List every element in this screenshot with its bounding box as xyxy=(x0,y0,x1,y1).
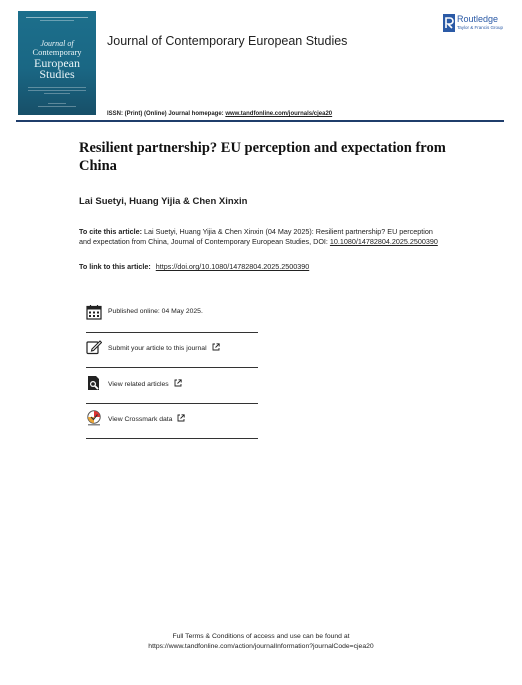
related-articles-item[interactable] xyxy=(86,375,258,409)
cover-title-line: European xyxy=(34,56,80,70)
external-link-icon xyxy=(177,414,185,422)
footer-terms-url[interactable]: https://www.tandfonline.com/action/journalInformation?journalCode=cjea20 xyxy=(148,642,374,650)
submit-article-link[interactable] xyxy=(108,343,220,352)
publisher-name: Routledge xyxy=(457,14,499,24)
published-online-item xyxy=(86,304,258,338)
journal-homepage-link[interactable]: www.tandfonline.com/journals/cjea20 xyxy=(225,111,333,117)
divider xyxy=(86,332,258,333)
publisher-group: Taylor & Francis Group xyxy=(457,25,504,30)
article-title: Resilient partnership? EU perception and expectation from China xyxy=(79,140,446,174)
crossmark-label: View Crossmark data xyxy=(108,416,173,423)
citation-text: Lai Suetyi, Huang Yijia & Chen Xinxin (04 May 2025): Resilient partnership? EU perception and expectation from China, Journal of Contemporary European Studies, DOI: xyxy=(79,227,433,246)
crossmark-item[interactable] xyxy=(86,410,258,444)
divider xyxy=(86,438,258,439)
related-articles-label: View related articles xyxy=(108,381,169,388)
cover-title-line: Journal of xyxy=(40,39,74,48)
citation-block xyxy=(79,227,439,246)
issn-line xyxy=(107,111,332,117)
article-doi-url[interactable]: https://doi.org/10.1080/14782804.2025.2500390 xyxy=(155,262,310,271)
external-link-icon xyxy=(174,379,182,387)
edit-icon xyxy=(86,339,102,355)
submit-article-item[interactable] xyxy=(86,339,258,373)
cover-title-line: Contemporary xyxy=(32,47,82,57)
article-authors: Lai Suetyi, Huang Yijia & Chen Xinxin xyxy=(79,196,248,207)
issn-label: ISSN: (Print) (Online) Journal homepage: xyxy=(107,111,224,117)
article-link-line xyxy=(79,262,309,271)
divider xyxy=(86,403,258,404)
crossmark-icon xyxy=(86,410,102,426)
routledge-logo-icon xyxy=(443,14,455,32)
journal-title: Journal of Contemporary European Studies xyxy=(107,34,348,48)
publisher-logo[interactable] xyxy=(443,14,513,34)
header-divider xyxy=(16,120,504,122)
citation-doi-link[interactable]: 10.1080/14782804.2025.2500390 xyxy=(329,236,438,246)
submit-article-label: Submit your article to this journal xyxy=(108,345,207,352)
external-link-icon xyxy=(212,343,220,351)
citation-label: To cite this article: xyxy=(79,227,142,236)
article-link-label: To link to this article: xyxy=(79,262,151,271)
related-articles-icon xyxy=(86,375,102,391)
cover-title-line: Studies xyxy=(39,67,75,81)
calendar-icon xyxy=(86,304,102,320)
journal-cover-image xyxy=(18,11,96,115)
footer-terms-text: Full Terms & Conditions of access and use can be found at xyxy=(172,633,350,640)
page-footer xyxy=(0,632,522,651)
divider xyxy=(86,367,258,368)
related-articles-link[interactable] xyxy=(108,379,182,388)
published-online-label: Published online: 04 May 2025. xyxy=(108,308,203,315)
crossmark-link[interactable] xyxy=(108,414,185,423)
